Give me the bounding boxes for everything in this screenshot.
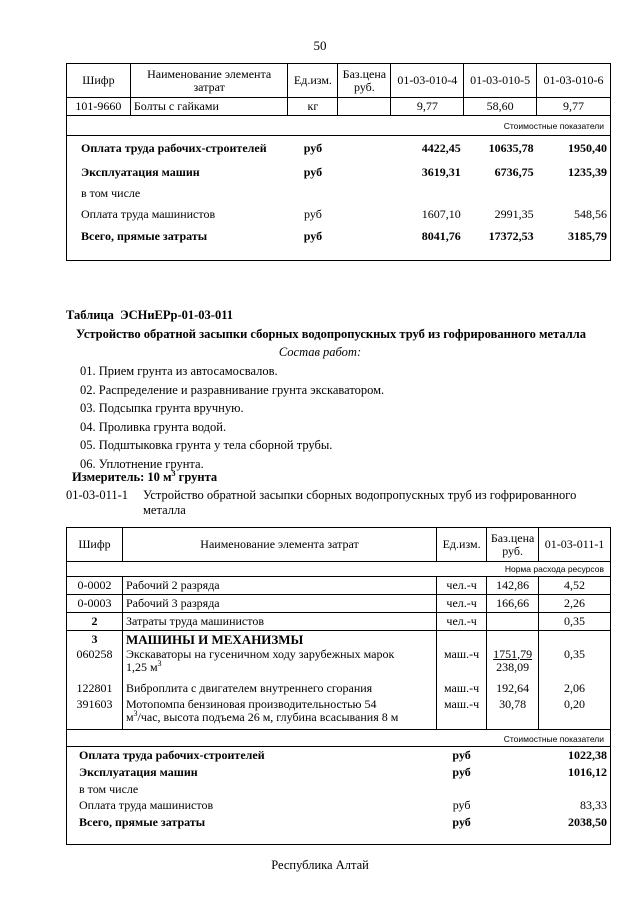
cost-v3: 3185,79 xyxy=(568,228,607,243)
table-row xyxy=(67,648,611,680)
row-name: Рабочий 2 разряда xyxy=(122,577,436,595)
section-label-row xyxy=(67,116,611,136)
cost-unit: руб xyxy=(304,206,322,221)
row-unit: чел.-ч xyxy=(437,577,487,595)
cost-v3: 1950,40 xyxy=(568,141,607,156)
header-base-price: Баз.цена руб. xyxy=(487,528,539,562)
cost-v2: 6736,75 xyxy=(494,164,534,179)
header-unit: Ед.изм. xyxy=(288,64,338,98)
meter-line xyxy=(72,470,217,485)
cost-price xyxy=(338,161,391,183)
table-row xyxy=(67,631,611,648)
row-v2: 58,60 xyxy=(464,98,537,116)
list-item: 06. Уплотнение грунта. xyxy=(80,456,204,471)
meter-suffix: грунта xyxy=(175,470,218,484)
row-name-sup: 3 xyxy=(133,708,138,718)
row-name xyxy=(122,648,436,680)
norm-label: Норма расхода ресурсов xyxy=(67,562,611,577)
cost-name: Оплата труда машинистов xyxy=(81,206,216,221)
cost-unit: руб xyxy=(303,164,323,179)
cost-price xyxy=(487,747,539,764)
cost-unit: руб xyxy=(303,228,323,243)
works-title: Состав работ: xyxy=(278,345,362,359)
cost-v1: 4422,45 xyxy=(421,141,461,156)
table-title: Таблица ЭСНиЕРр-01-03-011 xyxy=(66,308,234,322)
cost-name: Оплата труда рабочих-строителей xyxy=(79,748,265,763)
cost-name: Оплата труда рабочих-строителей xyxy=(81,141,267,156)
table-row xyxy=(67,577,611,595)
list-item: 01. Прием грунта из автосамосвалов. xyxy=(80,364,278,378)
row-price xyxy=(487,648,539,680)
cost-v1: 8041,76 xyxy=(421,228,461,243)
row-price: 192,64 xyxy=(487,680,539,698)
item-desc xyxy=(143,488,576,518)
cost-row xyxy=(67,203,611,225)
row-unit: маш.-ч xyxy=(437,648,487,680)
header-code: Шифр xyxy=(67,528,123,562)
table2 xyxy=(66,527,611,845)
row-code: 3 xyxy=(67,631,123,648)
cost-name: Эксплуатация машин xyxy=(79,765,198,779)
list-item: 02. Распределение и разравнивание грунта экскаватором. xyxy=(80,382,385,397)
cost-row xyxy=(67,781,611,797)
row-name xyxy=(122,698,436,730)
item-desc-line2: металла xyxy=(143,503,186,517)
cost-price xyxy=(338,225,391,247)
cost-v1: 3619,31 xyxy=(421,164,461,179)
cost-v3: 548,56 xyxy=(574,206,607,221)
cost-unit: руб xyxy=(303,141,323,156)
cost-v2: 10635,78 xyxy=(488,141,534,156)
cost-unit: руб xyxy=(452,815,471,829)
row-name: Рабочий 3 разряда xyxy=(122,595,436,613)
row-price-bottom: 238,09 xyxy=(496,659,530,674)
list-item: 03. Подсыпка грунта вручную. xyxy=(80,401,244,416)
cost-row xyxy=(67,136,611,161)
row-code: 101-9660 xyxy=(67,98,131,116)
cost-price xyxy=(338,136,391,161)
row-unit: кг xyxy=(288,98,338,116)
cost-name: Всего, прямые затраты xyxy=(79,815,206,829)
cost-v2: 17372,53 xyxy=(488,228,534,243)
table-row xyxy=(67,698,611,730)
row-v1: 0,35 xyxy=(539,648,611,680)
table-subtitle: Устройство обратной засыпки сборных водопропускных труб из гофрированного металла xyxy=(76,327,587,341)
row-price: 30,78 xyxy=(487,698,539,730)
norm-label-row xyxy=(67,562,611,577)
row-unit: чел.-ч xyxy=(437,595,487,613)
cost-name: Всего, прямые затраты xyxy=(81,228,208,243)
cost-row xyxy=(67,747,611,764)
row-code: 2 xyxy=(67,613,123,631)
footer: Республика Алтай xyxy=(271,858,369,872)
cost-name: Оплата труда машинистов xyxy=(79,798,214,812)
row-code: 0-0002 xyxy=(67,577,123,595)
cost-row xyxy=(67,161,611,183)
section-label: Стоимостные показатели xyxy=(67,730,611,747)
table-row xyxy=(67,98,611,116)
list-item: 04. Проливка грунта водой. xyxy=(80,419,227,434)
table-row xyxy=(67,613,611,631)
table1 xyxy=(66,63,611,261)
cost-v1: 83,33 xyxy=(580,798,607,812)
row-name-line2: 1,25 м xyxy=(125,659,158,674)
row-unit: маш.-ч xyxy=(437,680,487,698)
row-v1: 9,77 xyxy=(391,98,464,116)
item-code: 01-03-011-1 xyxy=(66,488,129,502)
header-base-price: Баз.цена руб. xyxy=(338,64,391,98)
table-row xyxy=(67,680,611,698)
row-name-line2-post: /час, высота подъема 26 м, глубина всасывания 8 м xyxy=(137,709,399,724)
header-col1: 01-03-010-4 xyxy=(391,64,464,98)
cost-price xyxy=(487,814,539,831)
row-code: 060258 xyxy=(67,648,123,680)
works-list xyxy=(80,362,384,474)
header-name: Наименование элемента затрат xyxy=(130,64,288,98)
cost-name: в том числе xyxy=(79,781,139,796)
header-col3: 01-03-010-6 xyxy=(537,64,611,98)
list-item: 05. Подштыковка грунта у тела сборной трубы. xyxy=(80,438,333,453)
row-name-sup: 3 xyxy=(157,658,162,668)
section-label-row xyxy=(67,730,611,747)
header-unit: Ед.изм. xyxy=(437,528,487,562)
cost-v3: 1235,39 xyxy=(568,164,607,179)
row-price: 142,86 xyxy=(487,577,539,595)
header-name: Наименование элемента затрат xyxy=(122,528,436,562)
item-desc-line1: Устройство обратной засыпки сборных водопропускных труб из гофрированного xyxy=(143,488,577,502)
cost-row xyxy=(67,814,611,831)
row-unit: маш.-ч xyxy=(437,698,487,730)
cost-row xyxy=(67,764,611,781)
cost-price xyxy=(338,203,391,225)
cost-v1: 1016,12 xyxy=(568,765,607,779)
row-name: Виброплита с двигателем внутреннего сгорания xyxy=(122,680,436,698)
cost-price xyxy=(487,797,539,814)
row-code: 0-0003 xyxy=(67,595,123,613)
table-row xyxy=(67,595,611,613)
row-code: 391603 xyxy=(67,698,123,730)
cost-name: в том числе xyxy=(81,185,141,200)
cost-unit: руб xyxy=(452,765,471,779)
meter-sup: 3 xyxy=(171,468,176,478)
cost-v1: 2038,50 xyxy=(568,815,607,829)
row-price xyxy=(487,613,539,631)
row-v1: 2,26 xyxy=(539,595,611,613)
header-col2: 01-03-010-5 xyxy=(464,64,537,98)
row-price: 166,66 xyxy=(487,595,539,613)
row-v1: 4,52 xyxy=(539,577,611,595)
row-v3: 9,77 xyxy=(537,98,611,116)
row-name: Затраты труда машинистов xyxy=(122,613,436,631)
row-v1: 0,20 xyxy=(539,698,611,730)
meter-label: Измеритель: 10 м xyxy=(72,470,172,484)
cost-price xyxy=(487,764,539,781)
header-code: Шифр xyxy=(67,64,131,98)
cost-row xyxy=(67,225,611,247)
row-price xyxy=(338,98,391,116)
cost-unit: руб xyxy=(452,798,471,812)
row-v1: 2,06 xyxy=(539,680,611,698)
section-label: Стоимостные показатели xyxy=(67,116,611,136)
row-v1: 0,35 xyxy=(539,613,611,631)
row-code: 122801 xyxy=(67,680,123,698)
cost-v1: 1022,38 xyxy=(568,748,607,763)
cost-row xyxy=(67,183,611,203)
row-price-top: 1751,79 xyxy=(493,646,533,661)
table2-header xyxy=(67,528,611,562)
row-name: Болты с гайками xyxy=(130,98,288,116)
row-name: МАШИНЫ И МЕХАНИЗМЫ xyxy=(122,631,436,648)
cost-row xyxy=(67,797,611,814)
cost-v1: 1607,10 xyxy=(421,206,461,221)
header-col1: 01-03-011-1 xyxy=(539,528,611,562)
cost-unit: руб xyxy=(452,748,471,763)
row-unit: чел.-ч xyxy=(437,613,487,631)
cost-name: Эксплуатация машин xyxy=(81,164,200,179)
table1-header xyxy=(67,64,611,98)
row-name-line1: Экскаваторы на гусеничном ходу зарубежных марок xyxy=(125,646,395,661)
row-name-line2-pre: м xyxy=(125,709,134,724)
page-number: 50 xyxy=(313,38,327,53)
cost-v2: 2991,35 xyxy=(494,206,534,221)
row-name-line1: Мотопомпа бензиновая производительностью 54 xyxy=(125,696,377,711)
